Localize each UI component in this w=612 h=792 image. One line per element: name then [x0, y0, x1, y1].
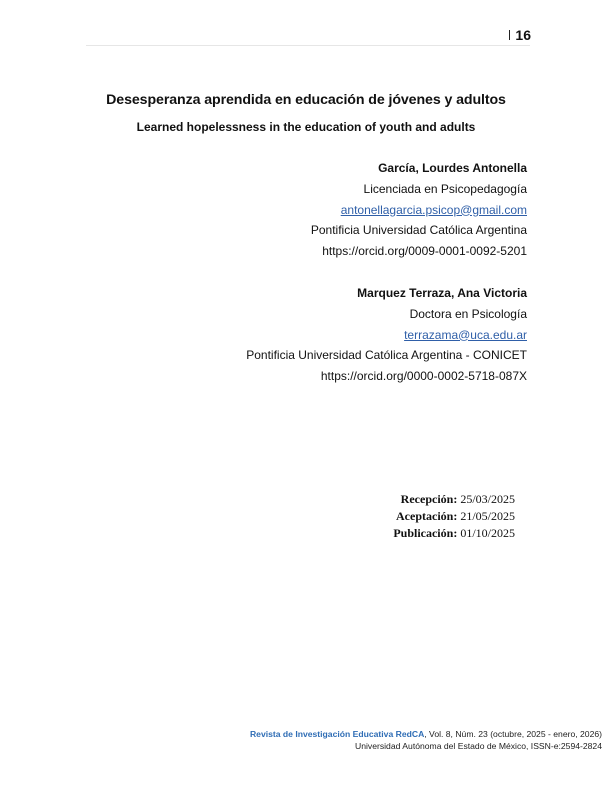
reception-date-row	[393, 491, 515, 508]
journal-issue: , Vol. 8, Núm. 23 (octubre, 2025 - enero, 2026)	[424, 729, 602, 739]
page-number-separator	[509, 30, 510, 40]
reception-value: 25/03/2025	[460, 492, 515, 506]
publication-value: 01/10/2025	[460, 526, 515, 540]
journal-name: Revista de Investigación Educativa RedCA	[249, 729, 425, 739]
page-footer	[250, 728, 602, 752]
footer-journal-line	[250, 728, 602, 740]
page-number: 16	[515, 27, 531, 43]
author-institution: Pontificia Universidad Católica Argentina	[310, 223, 527, 238]
acceptance-label: Aceptación:	[396, 509, 458, 523]
article-title-spanish: Desesperanza aprendida en educación de jóvenes y adultos	[106, 92, 506, 108]
acceptance-value: 21/05/2025	[460, 509, 515, 523]
author-name: García, Lourdes Antonella	[378, 161, 527, 175]
footer-publisher: Universidad Autónoma del Estado de México, ISSN-e:2594-2824	[355, 741, 602, 751]
author-block-1	[107, 158, 527, 262]
author-degree: Doctora en Psicología	[409, 306, 527, 321]
author-block-2	[107, 283, 527, 387]
reception-label: Recepción:	[400, 492, 458, 506]
publication-label: Publicación:	[393, 526, 458, 540]
author-email-link[interactable]: antonellagarcia.psicop@gmail.com	[340, 202, 527, 217]
author-orcid: https://orcid.org/0009-0001-0092-5201	[322, 244, 527, 259]
submission-dates	[393, 491, 515, 542]
author-orcid: https://orcid.org/0000-0002-5718-087X	[320, 369, 527, 384]
acceptance-date-row	[393, 508, 515, 525]
author-email-link[interactable]: terrazama@uca.edu.ar	[404, 327, 527, 342]
author-name: Marquez Terraza, Ana Victoria	[357, 286, 527, 300]
author-degree: Licenciada en Psicopedagogía	[363, 181, 527, 196]
page-header	[509, 27, 531, 43]
publication-date-row	[393, 525, 515, 542]
author-institution: Pontificia Universidad Católica Argentina - CONICET	[246, 348, 527, 363]
header-rule	[86, 45, 530, 46]
article-title-english: Learned hopelessness in the education of youth and adults	[136, 120, 476, 134]
